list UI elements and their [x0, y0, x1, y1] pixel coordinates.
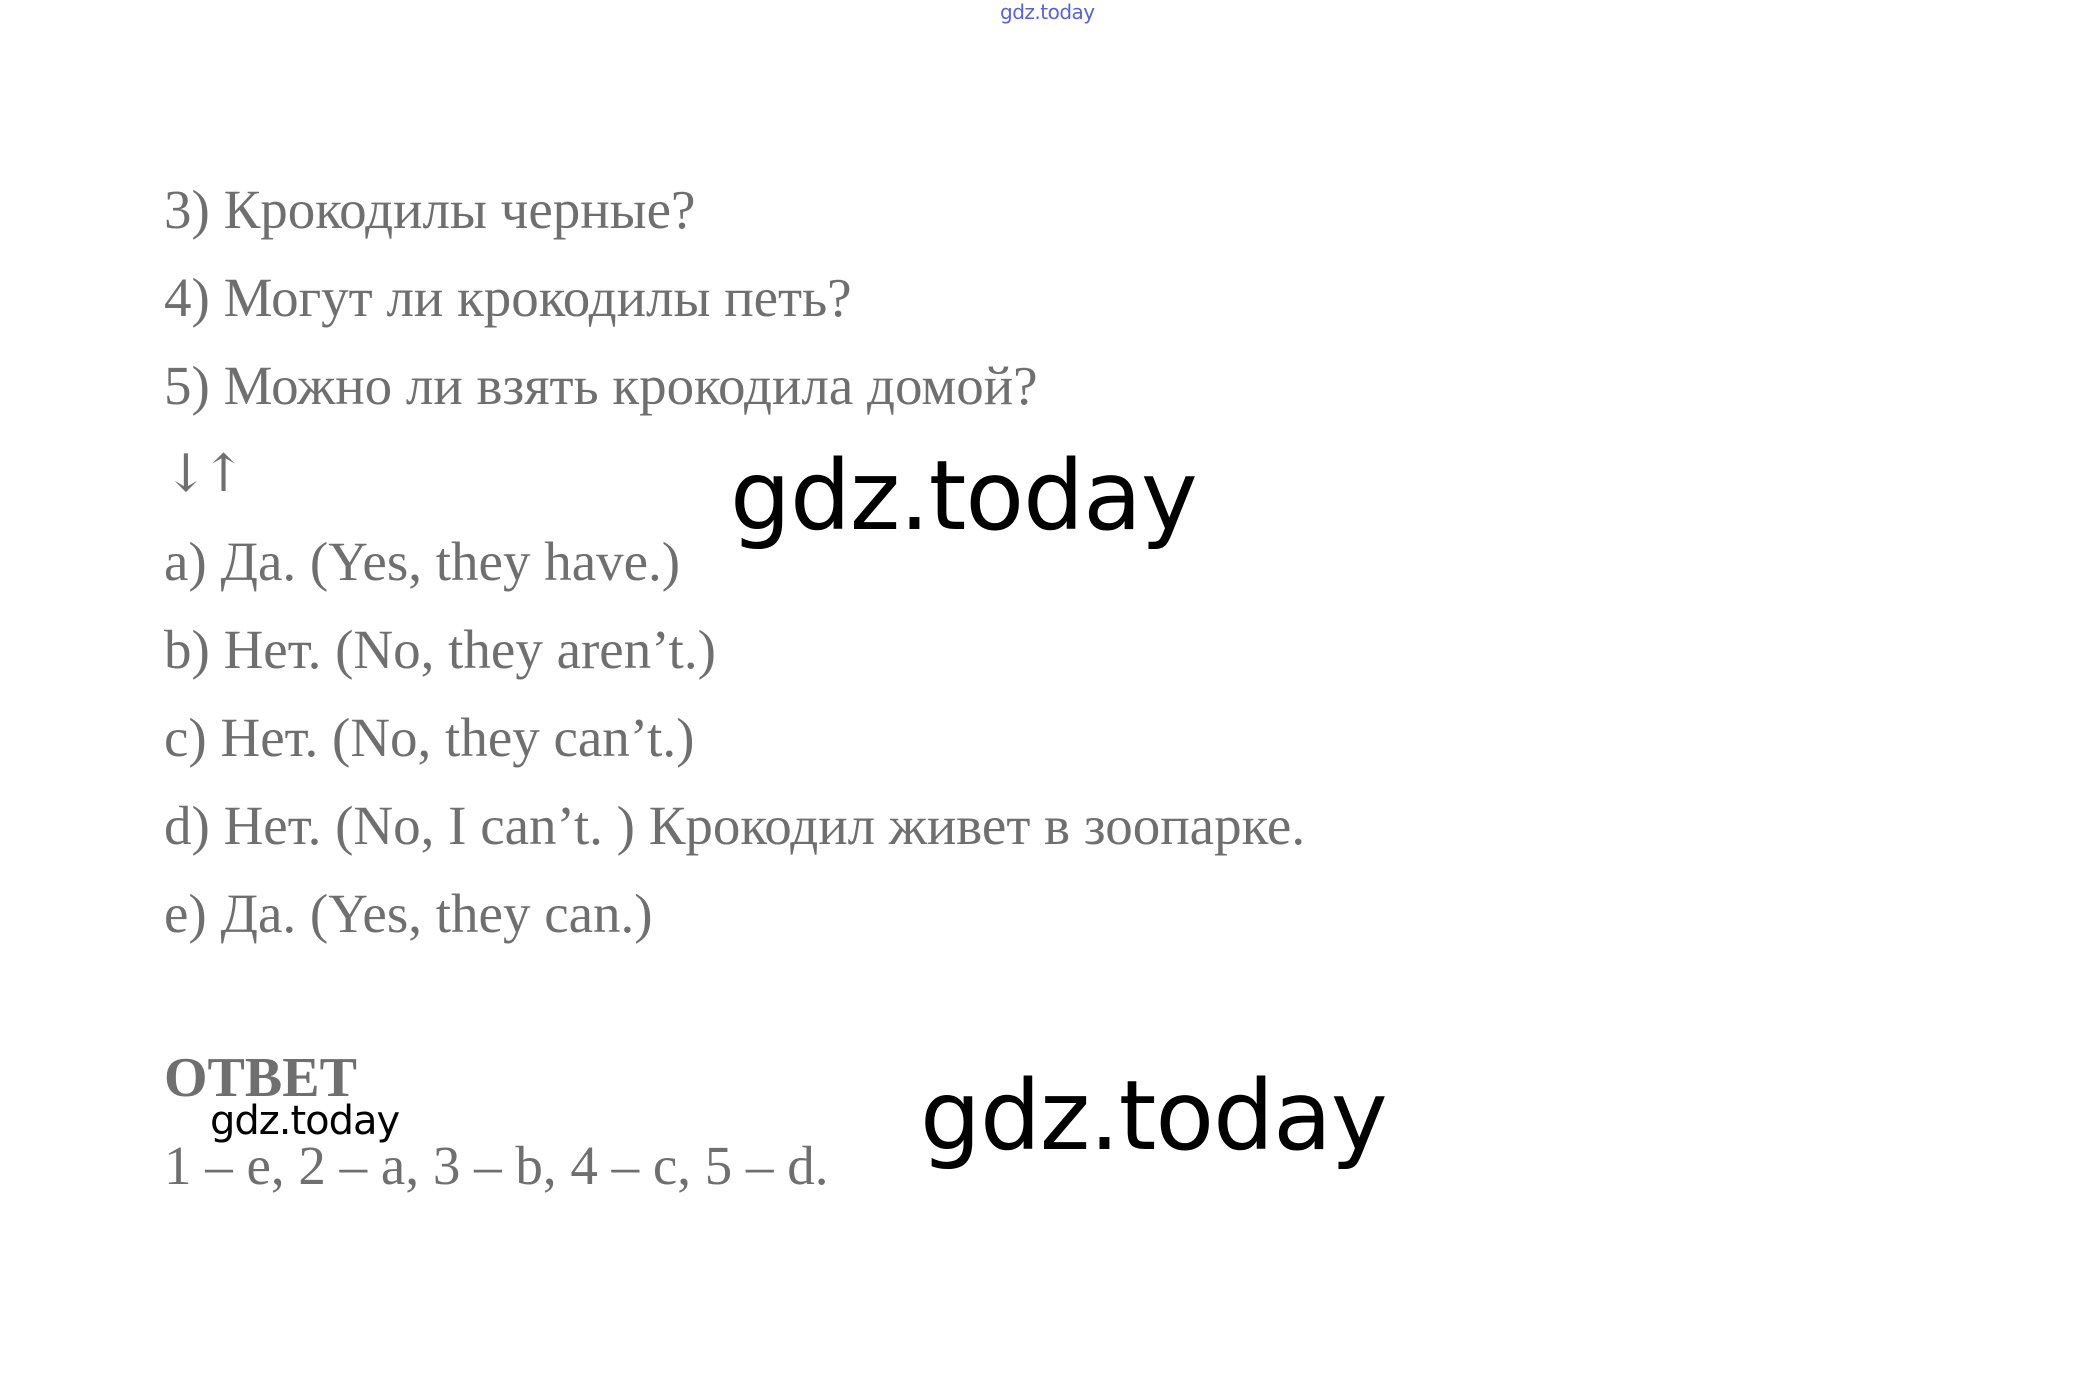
answer-key: 1 – e, 2 – a, 3 – b, 4 – c, 5 – d. [164, 1135, 829, 1196]
answer-c: c) Нет. (No, they can’t.) [164, 707, 695, 768]
watermark-large-2: gdz.today [920, 1060, 1387, 1172]
answer-b: b) Нет. (No, they aren’t.) [164, 619, 716, 680]
question-3: 3) Крокодилы черные? [164, 179, 696, 240]
watermark-large: gdz.today [730, 440, 1197, 552]
match-arrows-icon: ↓↑ [164, 444, 240, 504]
exercise-content [164, 166, 1305, 958]
answer-e: e) Да. (Yes, they can.) [164, 883, 653, 944]
answer-a: a) Да. (Yes, they have.) [164, 531, 681, 592]
question-5: 5) Можно ли взять крокодила домой? [164, 355, 1038, 416]
question-4: 4) Могут ли крокодилы петь? [164, 267, 852, 328]
watermark-small: gdz.today [210, 1098, 400, 1144]
answer-d: d) Нет. (No, I can’t. ) Крокодил живет в зоопарке. [164, 795, 1306, 856]
answer-heading: ОТВЕТ [164, 1047, 357, 1109]
top-watermark: gdz.today [1000, 0, 1095, 24]
